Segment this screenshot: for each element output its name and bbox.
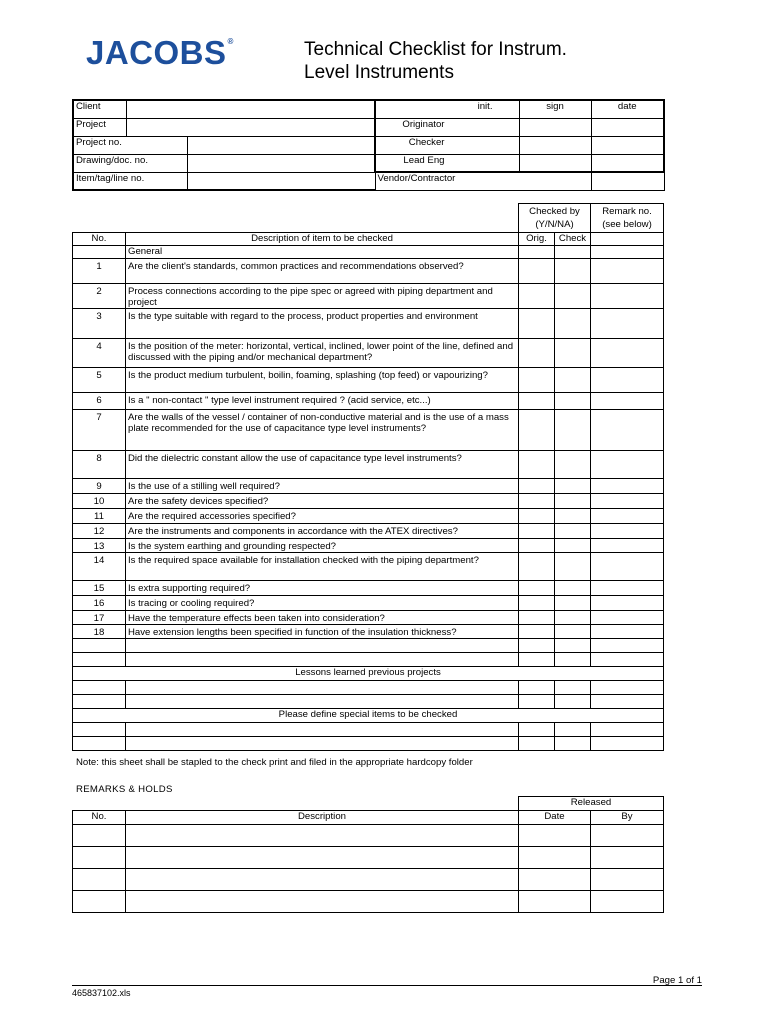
remark-cell[interactable] xyxy=(591,611,664,625)
item-description: Is the use of a stilling well required? xyxy=(126,479,519,494)
item-description: Are the instruments and components in accordance with the ATEX directives? xyxy=(126,524,519,539)
project-value[interactable] xyxy=(126,118,375,136)
item-description: Is the type suitable with regard to the process, product properties and environment xyxy=(126,309,519,339)
remarks-col-date: Date xyxy=(519,811,591,825)
remark-cell[interactable] xyxy=(591,410,664,451)
remark-cell[interactable] xyxy=(591,479,664,494)
orig-cell[interactable] xyxy=(519,479,555,494)
item-number: 7 xyxy=(73,410,126,451)
remarks-col-by: By xyxy=(591,811,664,825)
check-cell[interactable] xyxy=(555,368,591,393)
orig-cell[interactable] xyxy=(519,539,555,553)
item-description: Is a " non-contact " type level instrument required ? (acid service, etc...) xyxy=(126,393,519,410)
check-cell[interactable] xyxy=(555,309,591,339)
item-description: Is the required space available for installation checked with the piping department? xyxy=(126,553,519,581)
section-special: Please define special items to be checked xyxy=(73,709,664,723)
checklist-row xyxy=(73,259,664,284)
footnote: Note: this sheet shall be stapled to the check print and filed in the appropriate hardcopy folder xyxy=(76,757,473,768)
orig-cell[interactable] xyxy=(519,553,555,581)
check-cell[interactable] xyxy=(555,494,591,509)
item-number: 4 xyxy=(73,339,126,368)
orig-cell[interactable] xyxy=(519,509,555,524)
label-vendor: Vendor/Contractor xyxy=(375,172,591,190)
orig-cell[interactable] xyxy=(519,611,555,625)
col-no-header: No. xyxy=(73,233,126,246)
orig-cell[interactable] xyxy=(519,368,555,393)
checklist-row xyxy=(73,368,664,393)
file-name: 465837102.xls xyxy=(72,988,131,998)
orig-cell[interactable] xyxy=(519,393,555,410)
title-line-1: Technical Checklist for Instrum. xyxy=(304,39,567,60)
label-sign: sign xyxy=(519,100,591,118)
page-number: Page 1 of 1 xyxy=(652,975,702,986)
item-description: Have extension lengths been specified in function of the insulation thickness? xyxy=(126,625,519,639)
remark-cell[interactable] xyxy=(591,509,664,524)
orig-cell[interactable] xyxy=(519,596,555,611)
label-project: Project xyxy=(73,118,126,136)
check-cell[interactable] xyxy=(555,284,591,309)
check-cell[interactable] xyxy=(555,539,591,553)
remark-cell[interactable] xyxy=(591,494,664,509)
project-no-value[interactable] xyxy=(187,136,375,154)
checklist-row xyxy=(73,339,664,368)
orig-cell[interactable] xyxy=(519,410,555,451)
checker-date[interactable] xyxy=(591,136,664,154)
item-description: Is the product medium turbulent, boilin, foaming, splashing (top feed) or vapourizing? xyxy=(126,368,519,393)
vendor-value[interactable] xyxy=(591,172,664,190)
item-number: 13 xyxy=(73,539,126,553)
checklist-row xyxy=(73,581,664,596)
label-lead-eng: Lead Eng xyxy=(375,154,519,172)
remarks-row xyxy=(73,847,664,869)
item-description: Is extra supporting required? xyxy=(126,581,519,596)
remark-cell[interactable] xyxy=(591,339,664,368)
remark-cell[interactable] xyxy=(591,539,664,553)
col-desc-header: Description of item to be checked xyxy=(126,233,519,246)
col-check-header: Check xyxy=(555,233,591,246)
originator-sign[interactable] xyxy=(519,118,591,136)
remarks-row xyxy=(73,869,664,891)
item-description: Are the walls of the vessel / container of non-conductive material and is the use of a mass plate recommended for the use of capacitance type level instruments? xyxy=(126,410,519,451)
item-description: Did the dielectric constant allow the use of capacitance type level instruments? xyxy=(126,451,519,479)
checklist-row xyxy=(73,553,664,581)
item-number: 9 xyxy=(73,479,126,494)
item-value[interactable] xyxy=(187,172,375,190)
remarks-col-no: No. xyxy=(73,811,126,825)
orig-cell[interactable] xyxy=(519,494,555,509)
item-number: 18 xyxy=(73,625,126,639)
item-description: Have the temperature effects been taken into consideration? xyxy=(126,611,519,625)
checklist-row xyxy=(73,494,664,509)
check-cell[interactable] xyxy=(555,410,591,451)
checklist-row xyxy=(73,611,664,625)
remark-cell[interactable] xyxy=(591,284,664,309)
check-cell[interactable] xyxy=(555,509,591,524)
remarks-row xyxy=(73,891,664,913)
orig-cell[interactable] xyxy=(519,625,555,639)
client-value[interactable] xyxy=(126,100,375,118)
footer-divider xyxy=(72,985,702,986)
item-description: Is the position of the meter: horizontal, vertical, inclined, lower point of the line, defined and discussed with the piping and/or mechanical department? xyxy=(126,339,519,368)
label-drawing: Drawing/doc. no. xyxy=(73,154,187,172)
checklist-row xyxy=(73,625,664,639)
orig-cell[interactable] xyxy=(519,524,555,539)
orig-cell[interactable] xyxy=(519,451,555,479)
remarks-table xyxy=(72,796,664,913)
item-number: 12 xyxy=(73,524,126,539)
item-description: Is tracing or cooling required? xyxy=(126,596,519,611)
remark-cell[interactable] xyxy=(591,553,664,581)
remark-cell[interactable] xyxy=(591,393,664,410)
orig-cell[interactable] xyxy=(519,259,555,284)
item-number: 8 xyxy=(73,451,126,479)
checklist-row xyxy=(73,539,664,553)
check-cell[interactable] xyxy=(555,451,591,479)
label-client: Client xyxy=(73,100,126,118)
check-cell[interactable] xyxy=(555,611,591,625)
item-description: Are the required accessories specified? xyxy=(126,509,519,524)
checker-sign[interactable] xyxy=(519,136,591,154)
checklist-row xyxy=(73,524,664,539)
checklist-row xyxy=(73,596,664,611)
section-lessons: Lessons learned previous projects xyxy=(73,667,664,681)
checklist-table xyxy=(72,203,664,751)
check-cell[interactable] xyxy=(555,596,591,611)
check-cell[interactable] xyxy=(555,393,591,410)
label-init: init. xyxy=(375,100,519,118)
check-cell[interactable] xyxy=(555,524,591,539)
check-cell[interactable] xyxy=(555,581,591,596)
col-remark-header xyxy=(591,233,664,246)
remarks-col-desc: Description xyxy=(126,811,519,825)
remark-cell[interactable] xyxy=(591,368,664,393)
checklist-row xyxy=(73,410,664,451)
label-originator: Originator xyxy=(375,118,519,136)
label-date: date xyxy=(591,100,664,118)
checklist-row xyxy=(73,309,664,339)
jacobs-logo: JACOBS® xyxy=(86,34,234,71)
item-number: 2 xyxy=(73,284,126,309)
check-cell[interactable] xyxy=(555,625,591,639)
checked-by-header: Checked by (Y/N/NA) xyxy=(519,204,591,233)
label-item: Item/tag/line no. xyxy=(73,172,187,190)
orig-cell[interactable] xyxy=(519,339,555,368)
remark-no-header: Remark no. (see below) xyxy=(591,204,664,233)
remark-cell[interactable] xyxy=(591,524,664,539)
checklist-row xyxy=(73,393,664,410)
item-number: 1 xyxy=(73,259,126,284)
orig-cell[interactable] xyxy=(519,284,555,309)
check-cell[interactable] xyxy=(555,479,591,494)
item-number: 5 xyxy=(73,368,126,393)
orig-cell[interactable] xyxy=(519,309,555,339)
item-number: 11 xyxy=(73,509,126,524)
item-number: 16 xyxy=(73,596,126,611)
col-orig-header: Orig. xyxy=(519,233,555,246)
item-description: Is the system earthing and grounding respected? xyxy=(126,539,519,553)
item-number: 6 xyxy=(73,393,126,410)
check-cell[interactable] xyxy=(555,553,591,581)
remarks-heading: REMARKS & HOLDS xyxy=(76,784,173,795)
item-description: Process connections according to the pipe spec or agreed with piping department and project xyxy=(126,284,519,309)
checklist-row xyxy=(73,479,664,494)
check-cell[interactable] xyxy=(555,259,591,284)
item-number: 17 xyxy=(73,611,126,625)
remarks-row xyxy=(73,825,664,847)
orig-cell[interactable] xyxy=(519,581,555,596)
drawing-value[interactable] xyxy=(187,154,375,172)
check-cell[interactable] xyxy=(555,339,591,368)
remark-cell[interactable] xyxy=(591,581,664,596)
originator-date[interactable] xyxy=(591,118,664,136)
checklist-row xyxy=(73,509,664,524)
lead-eng-date[interactable] xyxy=(591,154,664,172)
remark-cell[interactable] xyxy=(591,259,664,284)
item-number: 15 xyxy=(73,581,126,596)
info-table xyxy=(72,99,665,191)
item-description: Are the safety devices specified? xyxy=(126,494,519,509)
remark-cell[interactable] xyxy=(591,596,664,611)
item-description: Are the client's standards, common practices and recommendations observed? xyxy=(126,259,519,284)
remark-cell[interactable] xyxy=(591,451,664,479)
released-header: Released xyxy=(519,797,664,811)
title-line-2: Level Instruments xyxy=(304,62,454,83)
item-number: 10 xyxy=(73,494,126,509)
checklist-row xyxy=(73,451,664,479)
document-title xyxy=(304,38,567,84)
item-number: 14 xyxy=(73,553,126,581)
section-general: General xyxy=(126,246,519,259)
label-project-no: Project no. xyxy=(73,136,187,154)
label-checker: Checker xyxy=(375,136,519,154)
remark-cell[interactable] xyxy=(591,309,664,339)
remark-cell[interactable] xyxy=(591,625,664,639)
item-number: 3 xyxy=(73,309,126,339)
lead-eng-sign[interactable] xyxy=(519,154,591,172)
checklist-row xyxy=(73,284,664,309)
